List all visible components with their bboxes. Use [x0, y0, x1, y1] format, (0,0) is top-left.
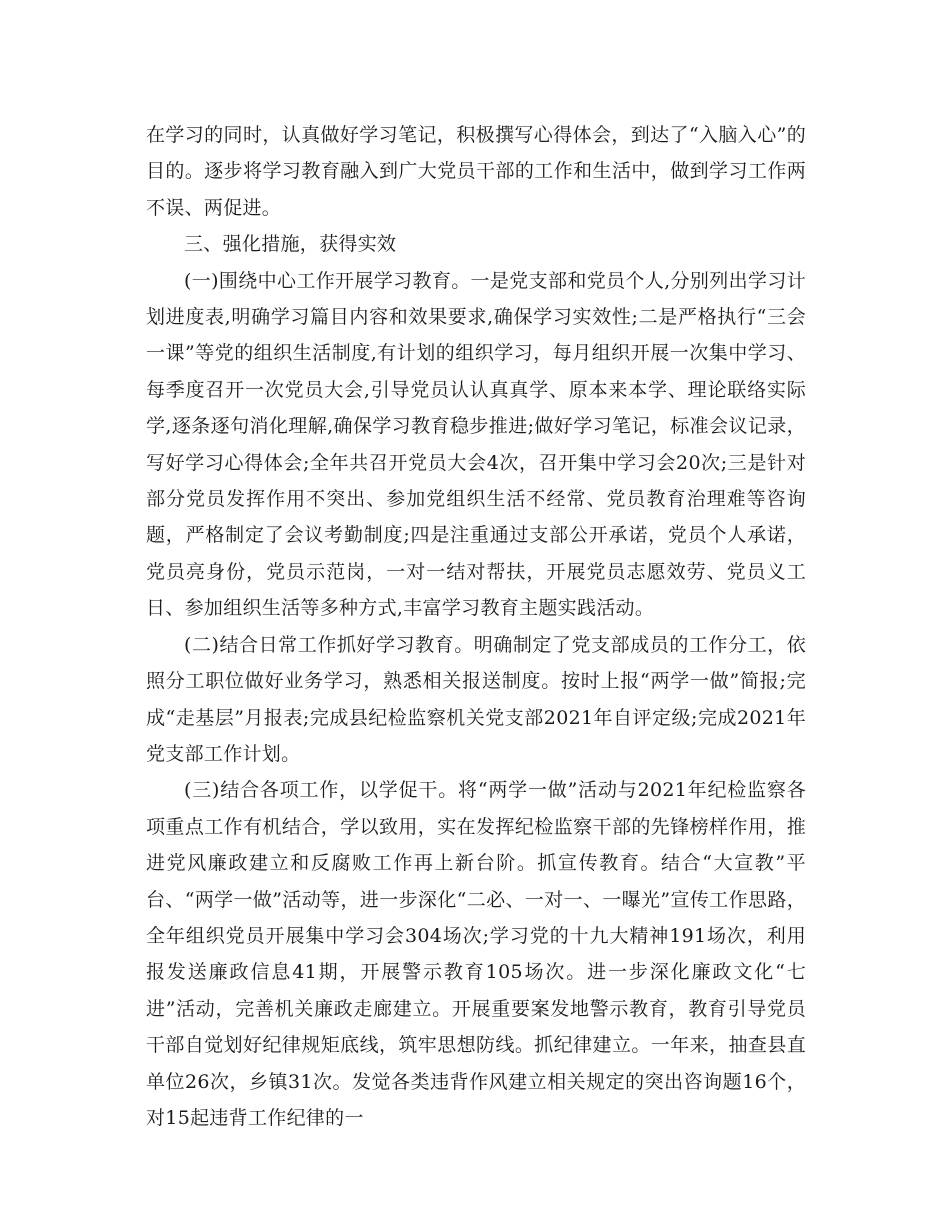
paragraph-item-one: (一)围绕中心工作开展学习教育。一是党支部和党员个人,分别列出学习计划进度表,明确学习篇目内容和效果要求,确保学习实效性;二是严格执行“三会一课”等党的组织生活制度,有计划的组织学习，每月组织开展一次集中学习、每季度召开一次党员大会,引导党员认认真真学、原本来本学、理论联络实际学,逐条逐句消化理解,确保学习教育稳步推进;做好学习笔记，标准会议记录，写好学习心得体会;全年共召开党员大会4次，召开集中学习会20次;三是针对部分党员发挥作用不突出、参加党组织生活不经常、党员教育治理难等咨询题，严格制定了会议考勤制度;四是注重通过支部公开承诺，党员个人承诺，党员亮身份，党员示范岗，一对一结对帮扶，开展党员志愿效劳、党员义工日、参加组织生活等多种方式,丰富学习教育主题实践活动。 — [146, 269, 806, 620]
paragraph-item-three: (三)结合各项工作，以学促干。将“两学一做”活动与2021年纪检监察各项重点工作有机结合，学以致用，实在发挥纪检监察干部的先锋榜样作用，推进党风廉政建立和反腐败工作再上新台阶。抓宣传教育。结合“大宣教”平台、“两学一做”活动等，进一步深化“二必、一对一、一曝光”宣传工作思路，全年组织党员开展集中学习会304场次;学习党的十九大精神191场次，利用报发送廉政信息41期，开展警示教育105场次。进一步深化廉政文化“七进”活动，完善机关廉政走廊建立。开展重要案发地警示教育，教育引导党员干部自觉划好纪律规矩底线，筑牢思想防线。抓纪律建立。一年来，抽查县直单位26次，乡镇31次。发觉各类违背作风建立相关规定的突出咨询题16个，对15起违背工作纪律的一 — [146, 779, 806, 1129]
section-heading-three: 三、强化措施，获得实效 — [184, 233, 397, 256]
paragraph-intro-continuation: 在学习的同时，认真做好学习笔记，积极撰写心得体会，到达了“入脑入心”的目的。逐步将学习教育融入到广大党员干部的工作和生活中，做到学习工作两不误、两促进。 — [146, 124, 806, 219]
document-body — [146, 117, 806, 1136]
paragraph-item-two: (二)结合日常工作抓好学习教育。明确制定了党支部成员的工作分工，依照分工职位做好业务学习，熟悉相关报送制度。按时上报“两学一做”简报;完成“走基层”月报表;完成县纪检监察机关党支部2021年自评定级;完成2021年党支部工作计划。 — [146, 633, 806, 765]
